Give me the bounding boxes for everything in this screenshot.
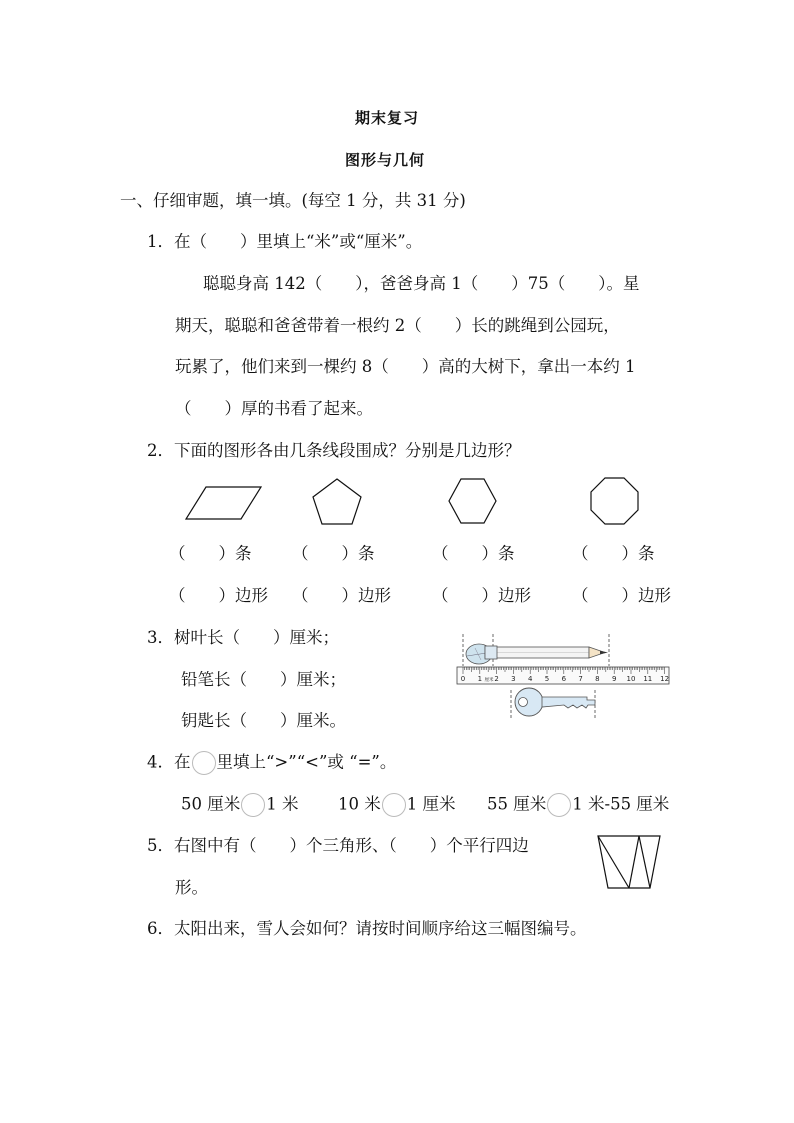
ruler-label: 0: [460, 675, 466, 683]
q3-leaf: 3．树叶长（ ）厘米；: [147, 628, 339, 647]
ruler-label: 7: [578, 675, 583, 683]
q5-line1: 5．右图中有（ ）个三角形、（ ）个平行四边: [147, 836, 529, 855]
q2-shape-3: （ ）边形: [432, 586, 531, 605]
compare-circle-icon: [547, 793, 571, 817]
compare-circle-icon: [192, 751, 216, 775]
ruler-label: 11: [643, 675, 653, 683]
compare-circle-icon: [382, 793, 406, 817]
ruler-label: 6: [561, 675, 567, 683]
ruler-label: 1: [477, 675, 483, 683]
pentagon-icon: [313, 479, 361, 524]
q3-key: 钥匙长（ ）厘米。: [181, 711, 346, 730]
ruler-label: 9: [611, 675, 617, 683]
q4-compare-2: [338, 793, 456, 817]
ruler-label: 12: [660, 675, 670, 683]
q1-line4: （ ）厚的书看了起来。: [175, 399, 373, 418]
q4-c2-left: 10 米: [338, 794, 381, 814]
q2-stem: 2．下面的图形各由几条线段围成？分别是几边形？: [147, 441, 521, 460]
q4-c3-left: 55 厘米: [487, 794, 547, 814]
q1-line1: 聪聪身高 142（ ），爸爸身高 1（ ）75（ ）。星: [203, 274, 640, 293]
q5-line2: 形。: [175, 878, 208, 897]
trapezoid-figure: [596, 834, 666, 894]
q1-line3: 玩累了，他们来到一棵约 8（ ）高的大树下，拿出一本约 1: [175, 357, 636, 376]
ruler-figure: [455, 630, 681, 725]
q1-line2: 期天，聪聪和爸爸带着一根约 2（ ）长的跳绳到公园玩，: [175, 316, 620, 335]
q2-shape-4: （ ）边形: [572, 586, 671, 605]
page-title: 期末复习: [355, 109, 420, 127]
q2-shape-1: （ ）边形: [169, 586, 268, 605]
q2-edges-2: （ ）条: [292, 544, 375, 563]
q4-stem-a: 4．在: [147, 752, 191, 772]
q4-compare-3: [487, 793, 669, 817]
hexagon-icon: [449, 479, 496, 523]
q4-stem-b: 里填上“>”“<”或 “=”。: [216, 752, 397, 772]
ruler-label: 4: [527, 675, 533, 683]
q2-shape-2: （ ）边形: [292, 586, 391, 605]
ruler-label: 5: [544, 675, 550, 683]
q2-edges-4: （ ）条: [572, 544, 655, 563]
q1-stem: 1．在（ ）里填上“米”或“厘米”。: [147, 232, 423, 251]
q4-stem: [147, 751, 396, 775]
q4-c1-left: 50 厘米: [181, 794, 241, 814]
q4-c3-right: 1 米-55 厘米: [572, 794, 670, 814]
q2-shapes: [0, 0, 794, 540]
q2-edges-3: （ ）条: [432, 544, 515, 563]
pencil-icon: [485, 646, 608, 659]
ruler-icon: [457, 667, 669, 684]
octagon-icon: [591, 478, 638, 524]
section-heading: 一、仔细审题，填一填。(每空 1 分，共 31 分): [120, 191, 466, 210]
parallelogram-icon: [186, 487, 261, 519]
key-icon: [515, 688, 595, 716]
ruler-label: 8: [595, 675, 600, 683]
page-subtitle: 图形与几何: [345, 151, 426, 169]
q4-c2-right: 1 厘米: [406, 794, 456, 814]
q3-pencil: 铅笔长（ ）厘米；: [181, 670, 346, 689]
ruler-label: 2: [494, 675, 499, 683]
ruler-label: 3: [511, 675, 516, 683]
q4-compare-1: [181, 793, 299, 817]
q6-stem: 6．太阳出来，雪人会如何？请按时间顺序给这三幅图编号。: [147, 919, 587, 938]
q2-edges-1: （ ）条: [169, 544, 252, 563]
compare-circle-icon: [241, 793, 265, 817]
ruler-label: 10: [626, 675, 636, 683]
q4-c1-right: 1 米: [266, 794, 299, 814]
ruler-unit: 厘米: [484, 678, 494, 683]
